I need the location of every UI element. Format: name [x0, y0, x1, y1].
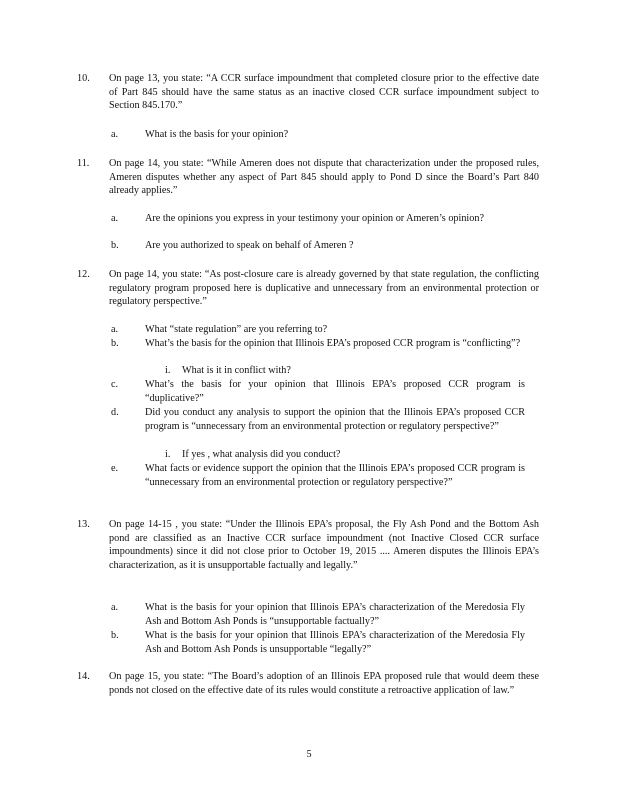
question-number: 13. [77, 519, 90, 530]
question-text: On page 14-15 , you state: “Under the Illinois EPA’s proposal, the Fly Ash Pond and the Bottom Ash pond are classified as an Inactive CCR surface impoundment (not Inactive Closed CCR surface impoundments) since it did not close prior to October 19, 2015 .... Ameren disputes the Illinois EPA’s characterization, as it is unsupportable factually and legally.” [109, 519, 539, 571]
question-number: 12. [77, 269, 90, 280]
sub-sub-question-text: What is it in conflict with? [182, 365, 291, 376]
question-text: On page 14, you state: “As post-closure care is already governed by that state regulation, the conflicting regulatory program proposed here is duplicative and unnecessary from an environmental protection or regulatory perspective.” [109, 269, 539, 308]
question-number: 10. [77, 73, 90, 84]
sub-sub-question-text: If yes , what analysis did you conduct? [182, 449, 341, 460]
sub-question-label: b. [111, 630, 119, 641]
sub-question-text: What’s the basis for your opinion that Illinois EPA’s proposed CCR program is “duplicative?” [145, 379, 525, 404]
page-number: 5 [306, 749, 312, 760]
sub-question-label: b. [111, 240, 119, 251]
sub-question-text: What is the basis for your opinion? [145, 129, 289, 140]
sub-question-text: What’s the basis for the opinion that Illinois EPA’s proposed CCR program is “conflicting”? [145, 338, 521, 349]
sub-question-text: Are you authorized to speak on behalf of Ameren ? [145, 240, 354, 251]
question-text: On page 13, you state: “A CCR surface impoundment that completed closure prior to the effective date of Part 845 should have the same status as an inactive closed CCR surface impoundment subject to Section 845.170.” [109, 73, 539, 112]
sub-question-text: What is the basis for your opinion that Illinois EPA’s characterization of the Meredosia Fly Ash and Bottom Ash Ponds is unsupportable “legally?” [145, 630, 525, 655]
sub-question-label: a. [111, 213, 119, 224]
sub-question-label: c. [111, 379, 119, 390]
question-number: 14. [77, 671, 90, 682]
sub-question-text: What is the basis for your opinion that Illinois EPA’s characterization of the Meredosia Fly Ash and Bottom Ash Ponds is “unsupportable factually?” [145, 602, 525, 627]
sub-question-label: b. [111, 338, 119, 349]
sub-question-text: What facts or evidence support the opinion that the Illinois EPA’s proposed CCR program is “unnecessary from an environmental protection or regulatory perspective?” [145, 463, 525, 488]
sub-question-text: What “state regulation” are you referring to? [145, 324, 328, 335]
sub-question-label: e. [111, 463, 119, 474]
question-text: On page 15, you state: “The Board’s adoption of an Illinois EPA proposed rule that would deem these ponds not closed on the effective date of its rules would constitute a retroactive application of law.” [109, 671, 539, 696]
sub-question-label: a. [111, 602, 119, 613]
sub-sub-question-label: i. [165, 365, 171, 376]
question-text: On page 14, you state: “While Ameren does not dispute that characterization under the proposed rules, Ameren disputes whether any aspect of Part 845 should apply to Pond D since the Board’s Part 840 already applies.” [109, 158, 539, 197]
sub-question-text: Did you conduct any analysis to support the opinion that the Illinois EPA’s proposed CCR program is “unnecessary from an environmental protection or regulatory perspective?” [145, 407, 525, 432]
sub-question-label: d. [111, 407, 119, 418]
sub-question-text: Are the opinions you express in your testimony your opinion or Ameren’s opinion? [145, 213, 484, 224]
sub-sub-question-label: i. [165, 449, 171, 460]
sub-question-label: a. [111, 324, 119, 335]
sub-question-label: a. [111, 129, 119, 140]
question-number: 11. [77, 158, 90, 169]
